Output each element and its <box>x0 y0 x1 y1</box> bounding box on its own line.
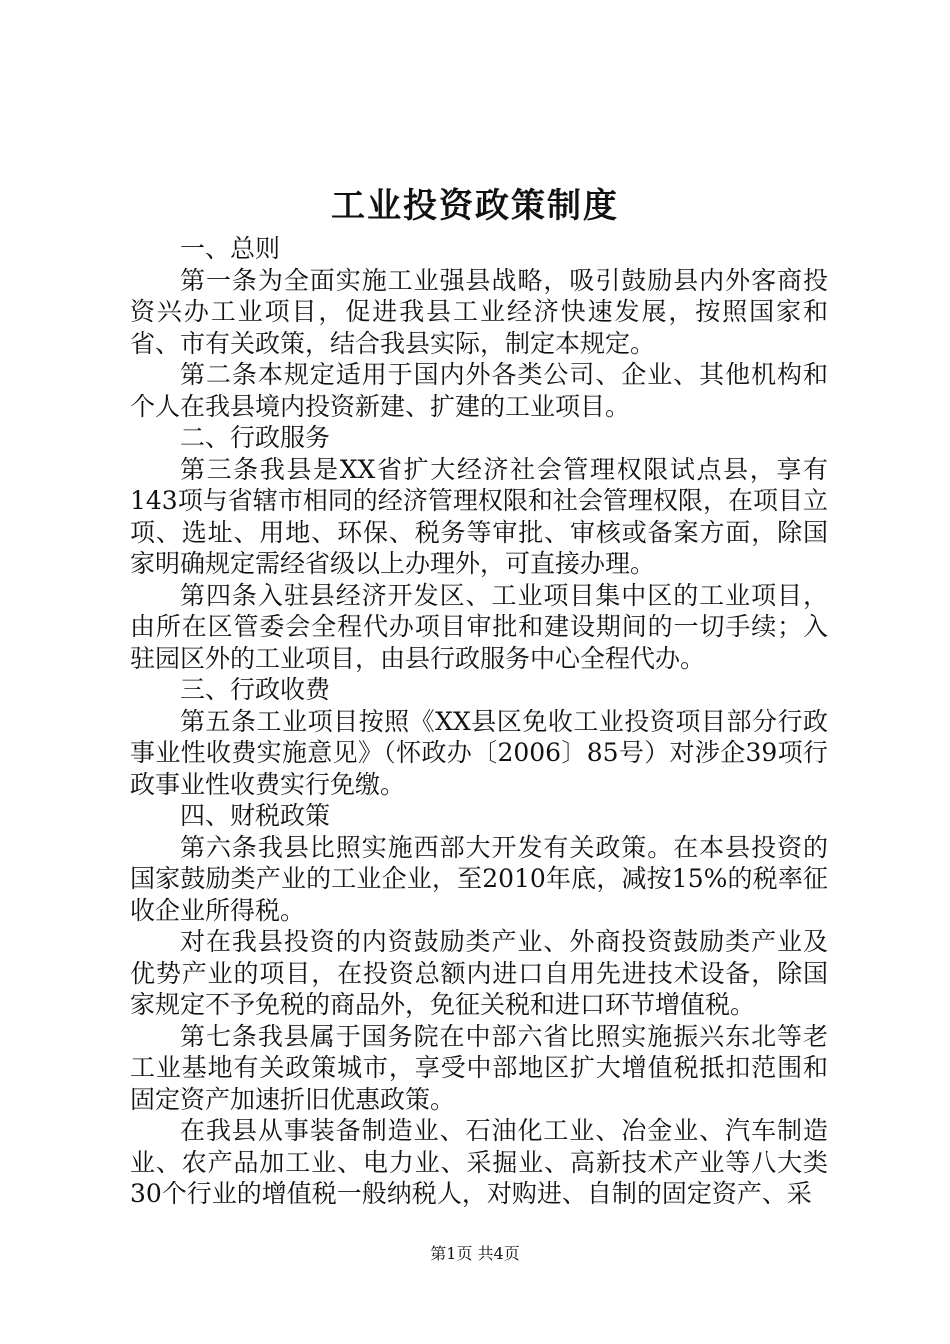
article-7-continuation-paragraph: 在我县从事装备制造业、石油化工业、冶金业、汽车制造业、农产品加工业、电力业、采掘业、高新技术产业等八大类30个行业的增值税一般纳税人，对购进、自制的固定资产、采 <box>130 1116 828 1208</box>
article-6-paragraph: 第六条我县比照实施西部大开发有关政策。在本县投资的国家鼓励类产业的工业企业，至2010年底，减按15%的税率征收企业所得税。 <box>130 832 828 925</box>
article-5-paragraph: 第五条工业项目按照《XX县区免收工业投资项目部分行政事业性收费实施意见》（怀政办〔2006〕85号）对涉企39项行政事业性收费实行免缴。 <box>130 706 828 799</box>
section-heading-admin-fees: 三、行政收费 <box>180 675 331 704</box>
section-heading-general: 一、总则 <box>180 234 281 263</box>
article-1-paragraph: 第一条为全面实施工业强县战略，吸引鼓励县内外客商投资兴办工业项目，促进我县工业经济快速发展，按照国家和省、市有关政策，结合我县实际，制定本规定。 <box>130 265 828 358</box>
document-body <box>130 233 828 1210</box>
section-heading-admin-service: 二、行政服务 <box>180 423 331 452</box>
article-6-continuation-paragraph: 对在我县投资的内资鼓励类产业、外商投资鼓励类产业及优势产业的项目，在投资总额内进口自用先进技术设备，除国家规定不予免税的商品外，免征关税和进口环节增值税。 <box>130 927 828 1019</box>
page-indicator: 第1页 共4页 <box>430 1244 520 1263</box>
page-footer <box>0 1243 950 1265</box>
article-7-paragraph: 第七条我县属于国务院在中部六省比照实施振兴东北等老工业基地有关政策城市，享受中部地区扩大增值税抵扣范围和固定资产加速折旧优惠政策。 <box>130 1021 828 1114</box>
article-3-paragraph: 第三条我县是XX省扩大经济社会管理权限试点县，享有143项与省辖市相同的经济管理权限和社会管理权限，在项目立项、选址、用地、环保、税务等审批、审核或备案方面，除国家明确规定需经省级以上办理外，可直接办理。 <box>130 454 828 578</box>
article-2-paragraph: 第二条本规定适用于国内外各类公司、企业、其他机构和个人在我县境内投资新建、扩建的工业项目。 <box>130 360 828 421</box>
section-heading-fiscal-tax: 四、财税政策 <box>180 801 331 830</box>
article-4-paragraph: 第四条入驻县经济开发区、工业项目集中区的工业项目，由所在区管委会全程代办项目审批和建设期间的一切手续；入驻园区外的工业项目，由县行政服务中心全程代办。 <box>130 580 828 673</box>
document-title: 工业投资政策制度 <box>331 186 619 226</box>
